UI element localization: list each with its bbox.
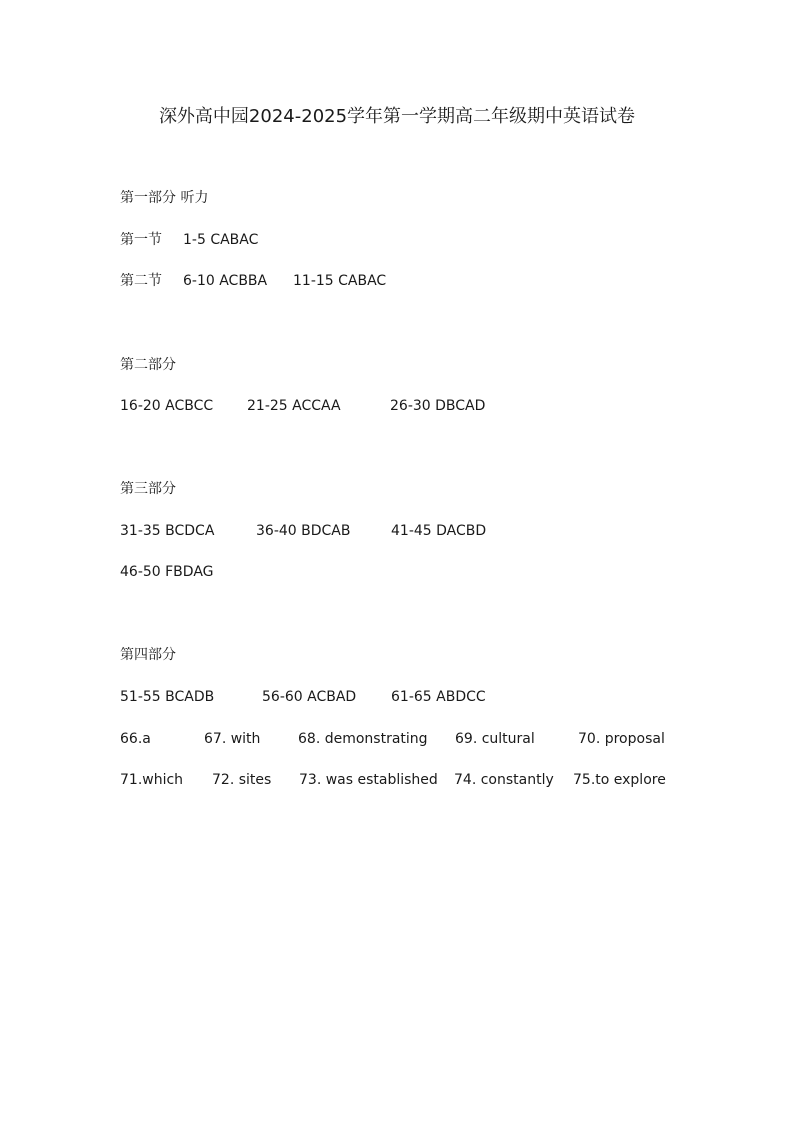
answer-group: 36-40 BDCAB — [256, 523, 351, 539]
part4-heading-text: 第四部分 — [120, 647, 176, 663]
section1-label: 第一节 — [120, 232, 162, 248]
part3-heading-text: 第三部分 — [120, 481, 176, 497]
blank-answer: 73. was established — [299, 772, 438, 788]
section2-label: 第二节 — [120, 273, 162, 289]
answer-group: 16-20 ACBCC — [120, 398, 214, 414]
part2-heading-text: 第二部分 — [120, 357, 176, 373]
blank-answer: 67. with — [204, 731, 261, 747]
section2-answers-b: 11-15 CABAC — [293, 273, 387, 289]
answer-group: 41-45 DACBD — [391, 523, 487, 539]
blank-answer: 72. sites — [212, 772, 272, 788]
answer-group: 31-35 BCDCA — [120, 523, 215, 539]
blank-answer: 66.a — [120, 731, 151, 747]
blank-answer: 69. cultural — [455, 731, 535, 747]
answer-group: 61-65 ABDCC — [391, 689, 486, 705]
answer-group: 51-55 BCADB — [120, 689, 215, 705]
answer-group: 26-30 DBCAD — [390, 398, 486, 414]
answer-group: 56-60 ACBAD — [262, 689, 357, 705]
blank-answer: 75.to explore — [573, 772, 666, 788]
page-title: 深外高中园2024-2025学年第一学期高二年级期中英语试卷 — [158, 106, 636, 127]
answer-group: 46-50 FBDAG — [120, 564, 214, 580]
part1-heading-text: 第一部分 听力 — [120, 190, 209, 206]
blank-answer: 74. constantly — [454, 772, 554, 788]
blank-answer: 68. demonstrating — [298, 731, 428, 747]
blank-answer: 70. proposal — [578, 731, 665, 747]
section1-answers: 1-5 CABAC — [183, 232, 259, 248]
blank-answer: 71.which — [120, 772, 184, 788]
answer-group: 21-25 ACCAA — [247, 398, 341, 414]
section2-answers-a: 6-10 ACBBA — [183, 273, 268, 289]
